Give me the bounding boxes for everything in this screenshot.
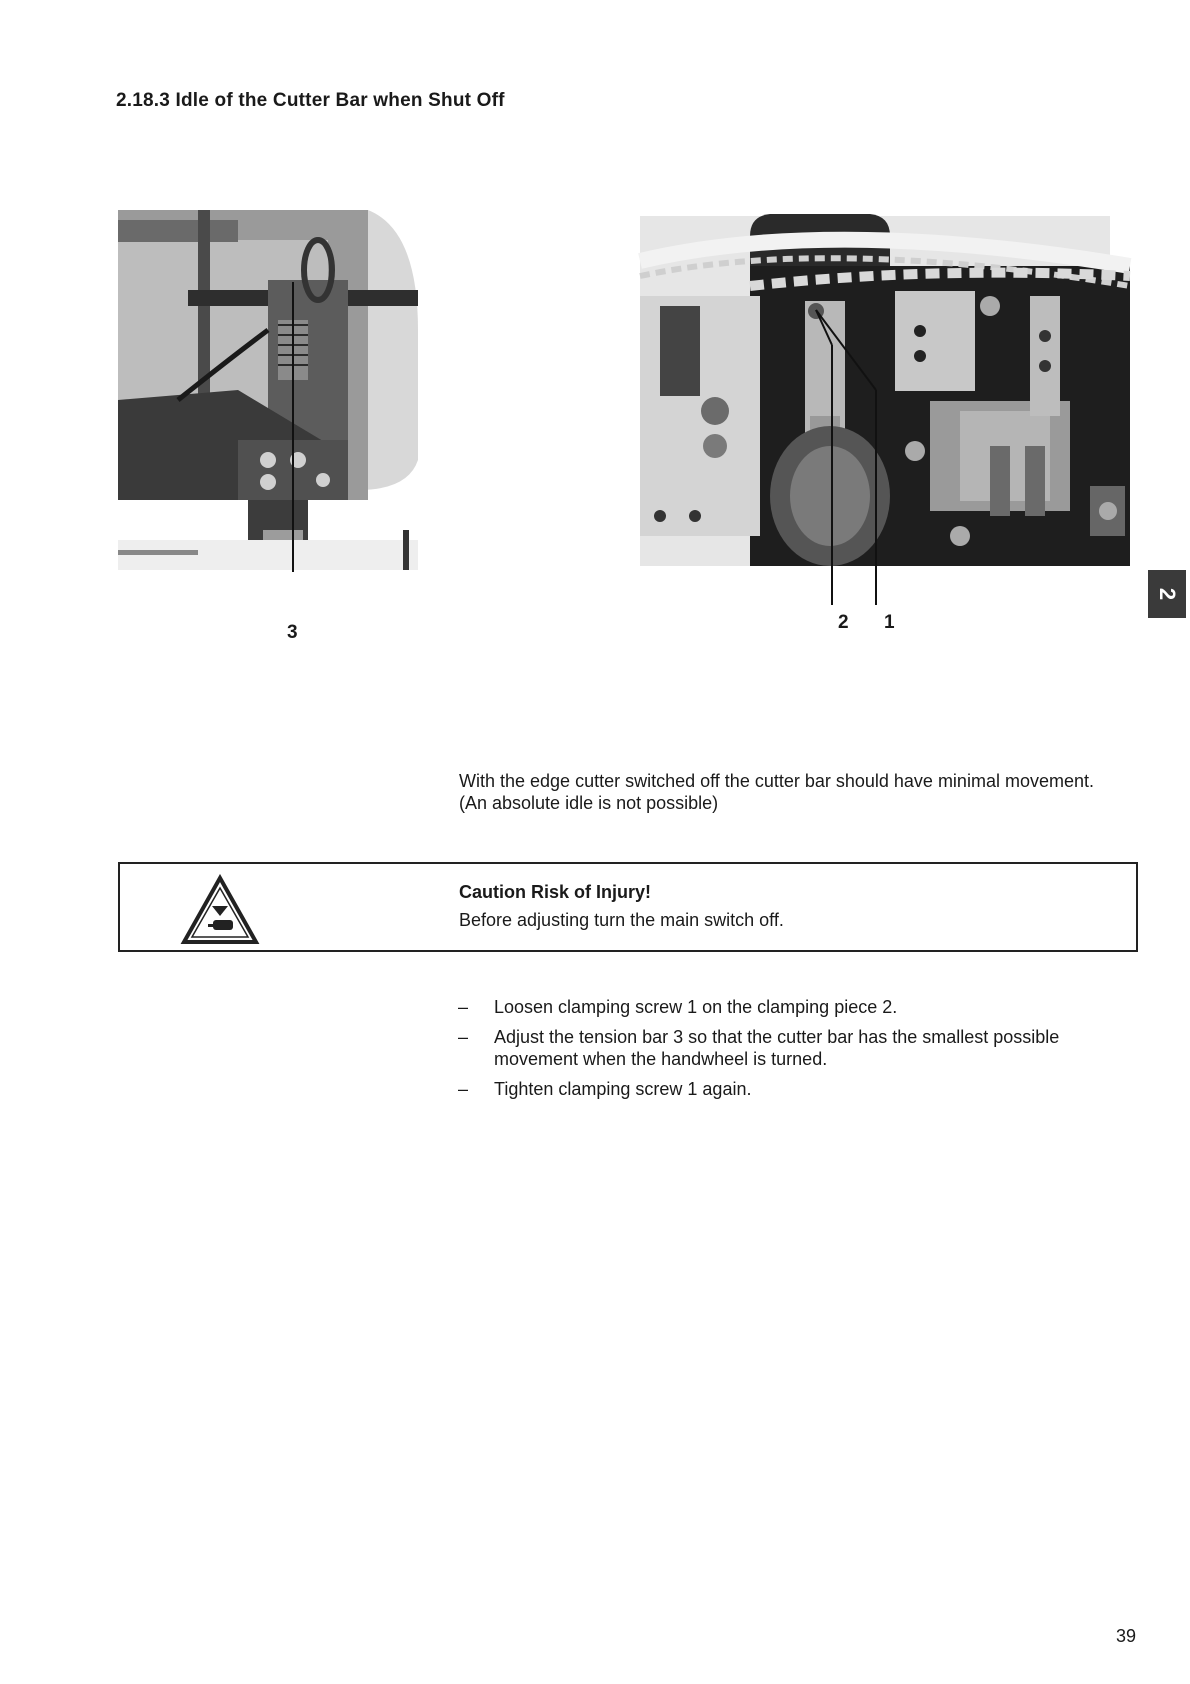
hand-crush-warning-icon	[180, 874, 260, 946]
callout-3: 3	[287, 622, 298, 643]
section-heading	[116, 90, 505, 112]
intro-paragraph: With the edge cutter switched off the cutter bar should have minimal movement. (An absolute idle is not possible)	[459, 771, 1094, 813]
callout-1: 1	[884, 612, 895, 633]
photo-cutter-bar-tension	[118, 210, 418, 586]
caution-text: Before adjusting turn the main switch off.	[459, 910, 784, 930]
list-bullet: –	[458, 1079, 469, 1099]
list-item	[456, 1078, 1136, 1100]
list-item-text: Tighten clamping screw 1 again.	[494, 1079, 752, 1099]
section-number: 2.18.3	[116, 90, 171, 111]
list-item	[456, 1026, 1136, 1070]
page-number: 39	[1115, 1626, 1136, 1646]
chapter-tab-number: 2	[1155, 587, 1180, 601]
instruction-list	[456, 996, 1136, 1108]
list-item-text: Loosen clamping screw 1 on the clamping piece 2.	[494, 997, 898, 1017]
leader-lines-1-2	[780, 300, 900, 610]
callout-2: 2	[838, 612, 849, 633]
list-item-text: Adjust the tension bar 3 so that the cutter bar has the smallest possible movement when the handwheel is turned.	[494, 1027, 1060, 1069]
chapter-tab	[1148, 570, 1186, 618]
list-bullet: –	[458, 997, 469, 1017]
list-item	[456, 996, 1136, 1018]
caution-box	[118, 862, 1138, 952]
caution-title: Caution Risk of Injury!	[459, 882, 652, 902]
leader-line-3	[292, 282, 294, 572]
list-bullet: –	[458, 1027, 469, 1047]
section-title: Idle of the Cutter Bar when Shut Off	[175, 90, 505, 111]
